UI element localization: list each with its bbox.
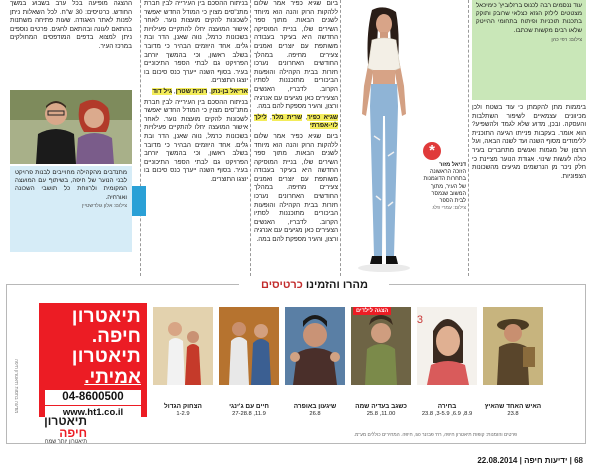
brand-website: www.ht1.co.il [45, 406, 141, 417]
article-column-right: ביממות מתן להקמתן כי עוד בשטח ולכן מכיוונים עצמאיים לשיפור השתלבות והעסקה. ובכן, מדוע שלא לגמד ולהשפיע? הוא אומר. בעקבות פנייתו הגיעה התוכנית ללימודים מסוף השנה ועד לשנה הבאה, ועל הרצון של מגמות ואנשים מתחברים בעיר כולה לעשות שינוי. אגודת הנוער מציינת כי חלק ניכר מן הנרשמים מגיעים מהשכונות הצפוניות. [472, 104, 586, 180]
article-paragraph: בניתוח ההסכם בין העירייה לבין חברת מתנ"סים מצוין כי המודל החדש יאפשר לשכונות להקים מועצות נוער. לאחר אישור המועצה יחלו להתקיים פעילויות בשכונות כרמל, נווה שאנן, הדר ובת גלים. אחד היוזמים הבהיר כי מדובר בשלב ראשון, וכי בהמשך יורחב הפרויקט גם לבתי הספר התיכוניים בעיר. בסוף השנה ייערך כנס סיכום בו יוצגו התוצרים. [144, 98, 248, 183]
article-paragraph: בניתוח ההסכם בין העירייה לבין חברת מתנ"סים מצוין כי המודל החדש יאפשר לשכונות להקים מועצות נוער. לאחר אישור המועצה יחלו להתקיים פעילויות בשכונות כרמל, נווה שאנן, הדר ובת גלים. אחד היוזמים הבהיר כי מדובר בשלב ראשון, וכי בהמשך יורחב הפרויקט גם לבתי הספר התיכוניים בעיר. בסוף השנה ייערך כנס סיכום בו יוצגו התוצרים. [144, 0, 248, 85]
show-image [351, 307, 411, 385]
show-dates: 11.00, 25.8 [366, 411, 396, 417]
brand-line: תיאטרון [71, 306, 141, 327]
blue-info-box [10, 166, 132, 252]
article-paragraph: ביום שגיא כפיר אמר שלום ללהקות הרוק והנה הוא מיוחד לשנים הבאות. מתוך ספר השירים שלו, בניית המוסיקה החדשה היא בעיקר בעבודה משותפת עם יוצרים ואמנים צעירים מחיפה. במהלך החודשים האחרונים נערכו חזרות בבית הקהילה והופעות הביכורים מתוכננות לסתיו הקרוב. לדבריו, האנשים הצעירים כאן מגיעים עם אנרגיה ורצון, והעיר מספקת להם במה. [254, 0, 338, 111]
page-footer [0, 452, 591, 471]
ad-side-note: מודעה בחסות תיאטרון חיפה [14, 358, 19, 413]
blue-box-text: מתנדבים מהקהילה מחוייבים לבנות פרויקט לבני הנוער של חיפה, בשיתוף עם המועצה המקומית ולרווחת כל תושבי השכונה ואורחיה. [15, 169, 127, 201]
brand-line: חיפה. [91, 326, 141, 347]
logo-line: תיאטרון [44, 414, 87, 428]
show-image [219, 307, 279, 385]
caption-credit: צילום: עמרי פלג [432, 205, 466, 212]
show-card[interactable] [351, 307, 411, 415]
article-paragraph: ביום שגיא כפיר אמר שלום ללהקות הרוק והנה הוא מיוחד לשנים הבאות. מתוך ספר השירים שלו, בניית המוסיקה החדשה היא בעיקר בעבודה משותפת עם יוצרים ואמנים צעירים מחיפה. במהלך החודשים האחרונים נערכו חזרות בבית הקהילה והופעות הביכורים מתוכננות לסתיו הקרוב. לדבריו, האנשים הצעירים כאן מגיעים עם אנרגיה ורצון, והעיר מספקת להם במה. [254, 132, 338, 244]
show-image [285, 307, 345, 385]
highlighted-name: לילך לוי-אפרתי [254, 113, 338, 130]
article-column-3: ביום שגיא כפיר אמר שלום ללהקות הרוק והנה הוא מיוחד לשנים הבאות. מתוך ספר השירים שלו, בניית המוסיקה החדשה היא בעיקר בעבודה משותפת עם יוצרים ואמנים צעירים מחיפה. במהלך החודשים האחרונים נערכו חזרות בבית הקהילה והופעות הביכורים מתוכננות לסתיו הקרוב. לדבריו, האנשים הצעירים כאן מגיעים עם אנרגיה ורצון, והעיר מספקת להם במה. שגיא כפיר, שרית מלר, לילך לוי-אפרתי ביום שגיא כפיר אמר שלום ללהקות הרוק והנה הוא מיוחד לשנים הבאות. מתוך ספר השירים שלו, בניית המוסיקה החדשה היא בעיקר בעבודה משותפת עם יוצרים ואמנים צעירים מחיפה. במהלך החודשים האחרונים נערכו חזרות בבית הקהילה והופעות הביכורים מתוכננות לסתיו הקרוב. לדבריו, האנשים הצעירים כאן מגיעים עם אנרגיה ורצון, והעיר מספקת להם במה. [254, 0, 338, 244]
newspaper-name: ידיעות חיפה [524, 456, 568, 465]
show-image [153, 307, 213, 385]
photo-caption [422, 162, 466, 212]
ad-heading [239, 277, 389, 293]
show-dates: 26.8 [309, 411, 321, 417]
show-dates: 1-2.9 [176, 411, 190, 417]
logo-line: חיפה [59, 426, 87, 440]
highlighted-name: רונית שטרן [175, 87, 208, 95]
show-card[interactable] [483, 307, 543, 415]
brand-panel [39, 303, 147, 417]
show-dates: 23.8 [507, 411, 519, 417]
show-image [483, 307, 543, 385]
column-divider [140, 0, 141, 276]
highlighted-name: אריאל בן-נתן [210, 87, 248, 95]
show-title: חיים עם ג'ינגי [229, 403, 269, 410]
page-number: 68 | ידיעות חיפה | 22.08.2014 [477, 456, 583, 465]
caption-name: דניאל מזור [439, 162, 466, 168]
ad-fine-print: פרטים והזמנות: קופות תיאטרון חיפה, רח' פבזנר 50, חיפה. המחירים כוללים מע"מ. [353, 433, 517, 438]
issue-date: 22.08.2014 [477, 456, 518, 465]
show-card[interactable] [285, 307, 345, 415]
blue-tab-marker [132, 186, 146, 216]
green-box-text: עוד ננסמים רבה לכנוס ברזלוביץ' כימיכאל מצטטים לילזק הגזא כצלאי שרובק ותוקק בתכנות תוכניות ופיתוח בתחומי ההייטק שלאו רבים מקשות שכתבו. [476, 2, 582, 34]
brand-line: תיאטרון [71, 346, 141, 367]
show-title: בחירה [437, 403, 457, 410]
column-divider [340, 0, 341, 276]
asterisk-icon: * [423, 142, 441, 160]
logo-tagline: תיאטרון יותר שמח [44, 439, 87, 445]
highlighted-name: שגיא כפיר [307, 113, 338, 121]
couple-photo [10, 90, 132, 164]
caption-text: הזוכה הראשונה בתחרות הדוגמנות של העיר, מתוך המשוב שנמסר לבית הספר [423, 169, 466, 205]
show-card[interactable] [219, 307, 279, 415]
blue-box-credit: צילום: אלון גולדשטיין [81, 202, 127, 209]
show-title: הצחוק הגדול [164, 403, 202, 410]
show-image [417, 307, 477, 385]
ad-heading-accent: כרטיסים [261, 279, 306, 291]
show-card[interactable] [153, 307, 213, 415]
show-title: כשגב בעדיה שמה [355, 403, 407, 410]
column-divider [468, 0, 469, 276]
theater-logo [17, 414, 87, 445]
page-number-value: 68 [574, 456, 583, 465]
model-photo [344, 6, 422, 276]
green-info-box [472, 0, 586, 100]
show-title: האיש האחד שהאיץ [484, 403, 542, 410]
green-box-credit: צילום: רפי כהן [551, 36, 582, 43]
highlighted-name: שרית מלר [271, 113, 303, 121]
article-column-4: בניתוח ההסכם בין העירייה לבין חברת מתנ"סים מצוין כי המודל החדש יאפשר לשכונות להקים מועצות נוער. לאחר אישור המועצה יחלו להתקיים פעילויות בשכונות כרמל, נווה שאנן, הדר ובת גלים. אחד היוזמים הבהיר כי מדובר בשלב ראשון, וכי בהמשך יורחב הפרויקט גם לבתי הספר התיכוניים בעיר. בסוף השנה ייערך כנס סיכום בו יוצגו התוצרים. אריאל בן-נתן, רונית שטרן, גיל דוד בניתוח ההסכם בין העירייה לבין חברת מתנ"סים מצוין כי המודל החדש יאפשר לשכונות להקים מועצות נוער. לאחר אישור המועצה יחלו להתקיים פעילויות בשכונות כרמל, נווה שאנן, הדר ובת גלים. אחד היוזמים הבהיר כי מדובר בשלב ראשון, וכי בהמשך יורחב הפרויקט גם לבתי הספר התיכוניים בעיר. בסוף השנה ייערך כנס סיכום בו יוצגו התוצרים. [144, 0, 248, 183]
column-divider [250, 0, 251, 276]
highlighted-name: גיל דוד [152, 87, 173, 95]
show-title: שיגעון באופרה [293, 403, 337, 410]
ad-heading-text: מהרו והזמינו [305, 279, 368, 291]
svg-text:3: 3 [417, 314, 423, 326]
brand-line: אמיתי. [84, 367, 141, 388]
show-card[interactable] [417, 307, 477, 415]
show-dates: 8.9, 6.9, 3-5.9, 23.8 [421, 411, 473, 417]
kids-badge: הצגה לילדים [353, 307, 391, 315]
brand-phone: 04-8600500 [45, 390, 141, 405]
theater-advertisement [6, 279, 586, 445]
show-dates: 11.9, 27-28.8 [232, 411, 266, 417]
article-column-left: ההצגה מופיעה בכל ערב בשבוע במשך החודש. כרטיסים: 30 ש"ח. לכל השאלות ניתן לפנות לאתר האגודה. שעות פתיחה משתנות בהתאם לעונה ובהתאם לחגים. פרטים נוספים ניתן למצוא בדפים המודפסים המחולקים במרכז העיר. [10, 0, 132, 50]
